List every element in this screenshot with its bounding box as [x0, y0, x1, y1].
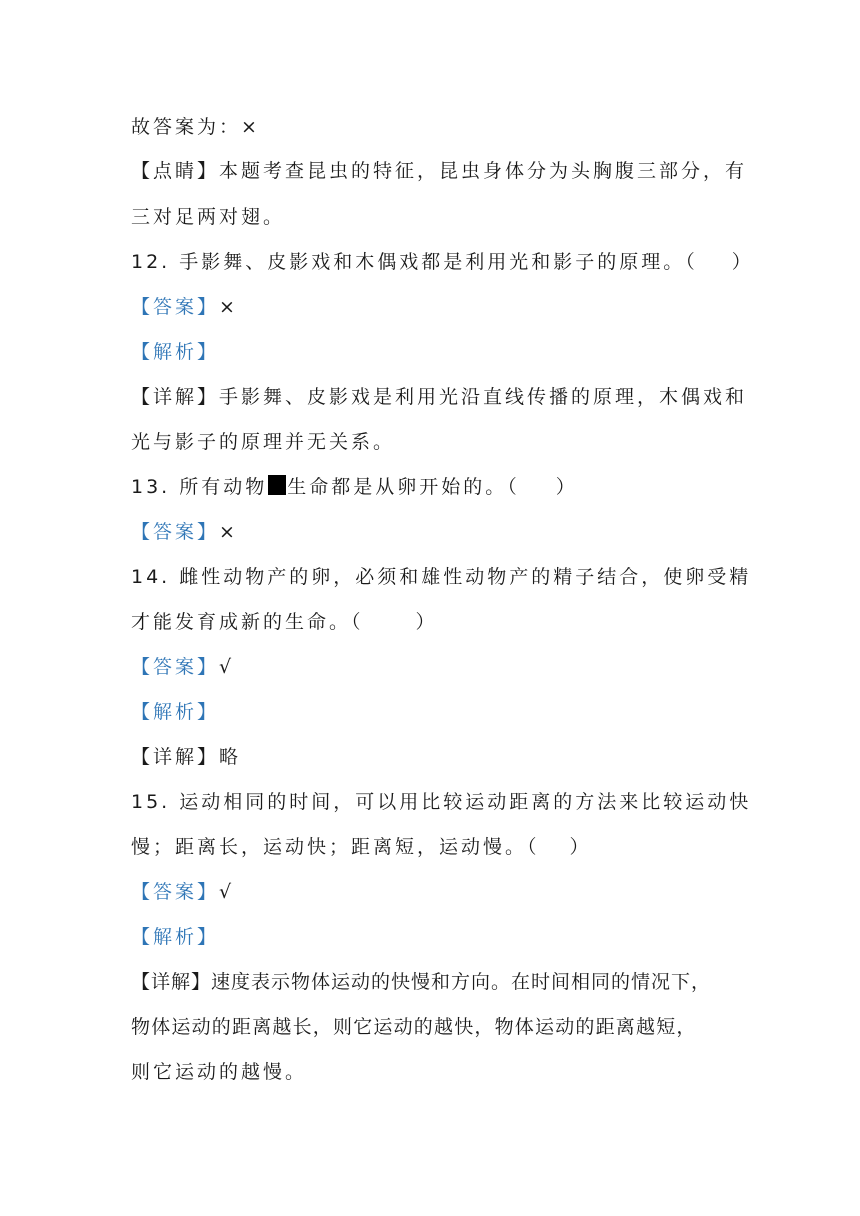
detail-tag: 【详解】: [131, 971, 212, 993]
detail-15: [131, 969, 731, 995]
question-12-text: 12. 手影舞、皮影戏和木偶戏都是利用光和影子的原理。（: [131, 251, 698, 273]
detail-14: [131, 744, 731, 770]
question-15-cont: [131, 834, 731, 860]
answer-text: 故答案为：×: [131, 116, 260, 138]
answer-tag: 【答案】: [131, 881, 220, 903]
note-text-cont: 三对足两对翅。: [131, 206, 286, 228]
question-13: [131, 474, 731, 500]
detail-text: 略: [219, 746, 242, 768]
detail-tag: 【详解】: [131, 746, 220, 768]
analysis-tag: 【解析】: [131, 341, 220, 363]
paren-close: ）: [555, 476, 578, 498]
answer-13: [131, 519, 731, 545]
answer-tag: 【答案】: [131, 296, 220, 318]
detail-text-cont: 物体运动的距离越长，则它运动的越快，物体运动的距离越短，: [131, 1016, 697, 1038]
question-14: [131, 564, 752, 590]
analysis-14: [131, 699, 731, 725]
answer-value: √: [219, 881, 235, 903]
detail-text-cont: 光与影子的原理并无关系。: [131, 431, 396, 453]
question-14-text-cont: 才能发育成新的生命。（: [131, 611, 364, 633]
answer-value: ×: [219, 296, 238, 318]
answer-tag: 【答案】: [131, 656, 220, 678]
question-13-text-a: 13. 所有动物: [131, 476, 268, 498]
paren-close: ）: [569, 836, 592, 858]
detail-15-cont2: [131, 1059, 731, 1085]
analysis-tag: 【解析】: [131, 701, 220, 723]
answer-14: [131, 654, 731, 680]
detail-tag: 【详解】: [131, 386, 220, 408]
analysis-tag: 【解析】: [131, 926, 220, 948]
question-15: [131, 789, 752, 815]
question-12: [131, 249, 754, 275]
detail-12: [131, 384, 748, 410]
paren-close: ）: [731, 251, 754, 273]
note-tag: 【点睛】: [131, 160, 220, 182]
redaction-block: [268, 475, 286, 495]
answer-12: [131, 294, 731, 320]
analysis-15: [131, 924, 731, 950]
analysis-12: [131, 339, 731, 365]
question-14-cont: [131, 609, 731, 635]
note-line: [131, 158, 748, 184]
question-13-text-b: 生命都是从卵开始的。（: [287, 476, 520, 498]
detail-text: 速度表示物体运动的快慢和方向。在时间相同的情况下，: [211, 971, 712, 993]
question-15-text: 15. 运动相同的时间，可以用比较运动距离的方法来比较运动快: [131, 791, 752, 813]
answer-15: [131, 879, 731, 905]
note-text: 本题考查昆虫的特征，昆虫身体分为头胸腹三部分，有: [219, 160, 748, 182]
answer-value: √: [219, 656, 235, 678]
detail-text-cont2: 则它运动的越慢。: [131, 1061, 308, 1083]
answer-value: ×: [219, 521, 238, 543]
detail-text: 手影舞、皮影戏是利用光沿直线传播的原理，木偶戏和: [219, 386, 748, 408]
note-line-cont: [131, 204, 731, 230]
detail-15-cont: [131, 1014, 731, 1040]
detail-12-cont: [131, 429, 731, 455]
paren-close: ）: [415, 611, 438, 633]
question-14-text: 14. 雌性动物产的卵，必须和雄性动物产的精子结合，使卵受精: [131, 566, 752, 588]
answer-line: [131, 114, 731, 140]
question-15-text-cont: 慢；距离长，运动快；距离短，运动慢。（: [131, 836, 540, 858]
answer-tag: 【答案】: [131, 521, 220, 543]
